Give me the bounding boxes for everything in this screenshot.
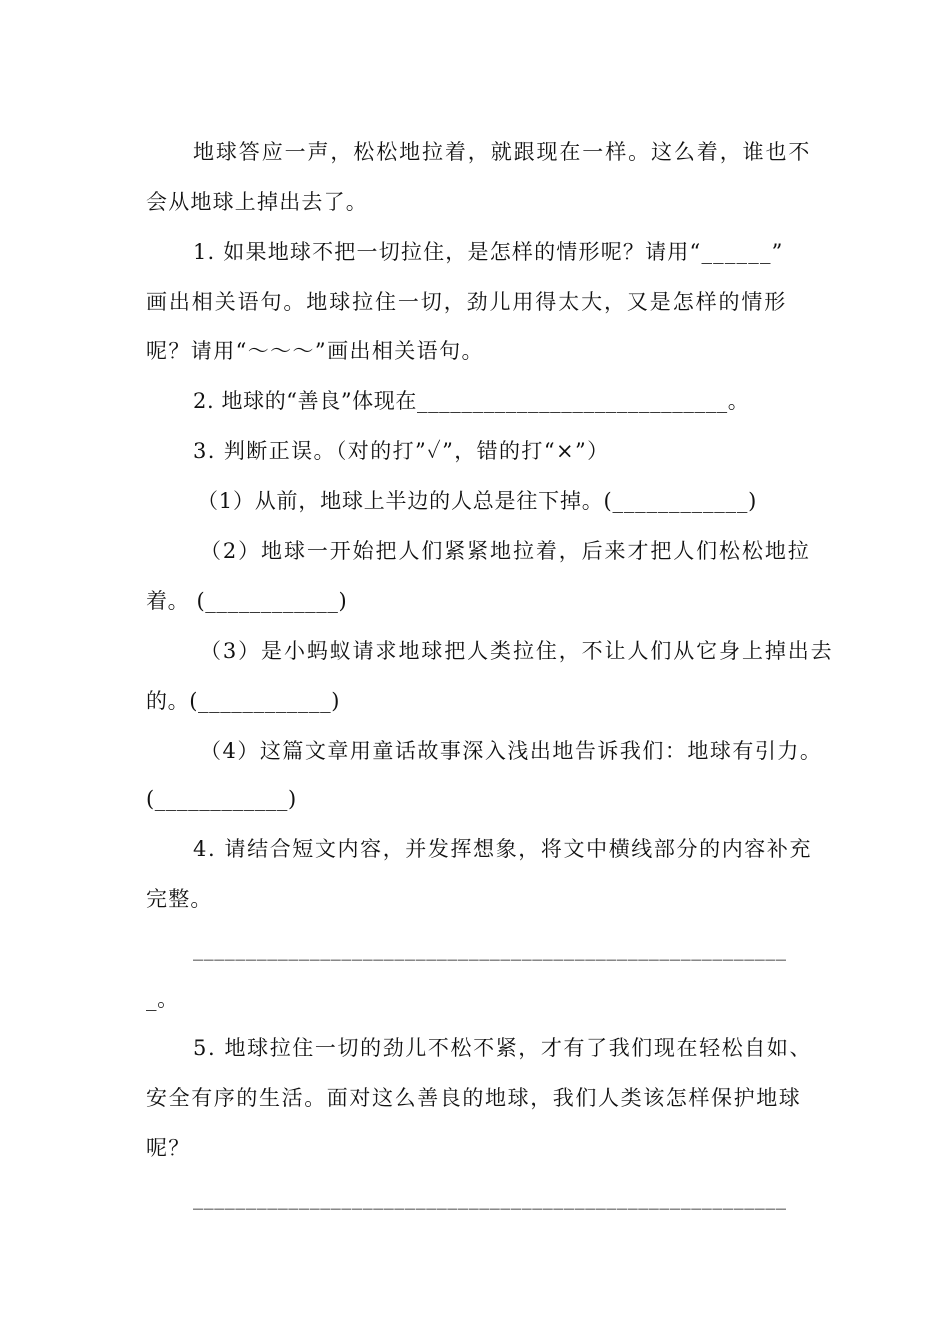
- question-5-line-3: 呢？: [146, 1136, 191, 1160]
- question-4-line-2: 完整。: [146, 887, 213, 911]
- question-3-item-4-line-1: （4）这篇文章用童话故事深入浅出地告诉我们：地球有引力。: [200, 739, 823, 763]
- question-4-line-1: 4. 请结合短文内容，并发挥想象，将文中横线部分的内容补充: [193, 837, 813, 861]
- intro-paragraph-line-1: 地球答应一声，松松地拉着，就跟现在一样。这么着，谁也不: [193, 140, 812, 164]
- question-1-line-2: 画出相关语句。地球拉住一切，劲儿用得太大，又是怎样的情形: [146, 290, 788, 314]
- question-3-item-2-line-1: （2）地球一开始把人们紧紧地拉着，后来才把人们松松地拉: [200, 539, 811, 563]
- question-3-item-3-line-1: （3）是小蚂蚁请求地球把人类拉住，不让人们从它身上掉出去: [200, 639, 834, 663]
- intro-paragraph-line-2: 会从地球上掉出去了。: [146, 190, 368, 214]
- question-5-line-1: 5. 地球拉住一切的劲儿不松不紧，才有了我们现在轻松自如、: [193, 1036, 813, 1060]
- question-3-item-3-line-2: 的。(____________): [146, 689, 340, 713]
- question-1-line-1: 1. 如果地球不把一切拉住，是怎样的情形呢？请用“______”: [193, 240, 784, 264]
- question-4-answer-line: ________________________________________________________: [193, 937, 787, 961]
- question-3-title: 3. 判断正误。（对的打”✓”，错的打“×”）: [193, 439, 610, 463]
- question-2-line-1: 2. 地球的“善良”体现在____________________________。: [193, 389, 750, 413]
- question-3-item-1: （1）从前，地球上半边的人总是往下掉。(____________): [197, 489, 758, 513]
- question-3-item-4-line-2: (____________): [146, 787, 297, 811]
- question-5-line-2: 安全有序的生活。面对这么善良的地球，我们人类该怎样保护地球: [146, 1086, 802, 1110]
- question-1-line-3: 呢？请用“～～～”画出相关语句。: [146, 339, 484, 363]
- question-4-answer-end: _。: [146, 987, 179, 1011]
- question-3-item-2-line-2: 着。 (____________): [146, 589, 348, 613]
- question-5-answer-line: ________________________________________________________: [193, 1186, 787, 1210]
